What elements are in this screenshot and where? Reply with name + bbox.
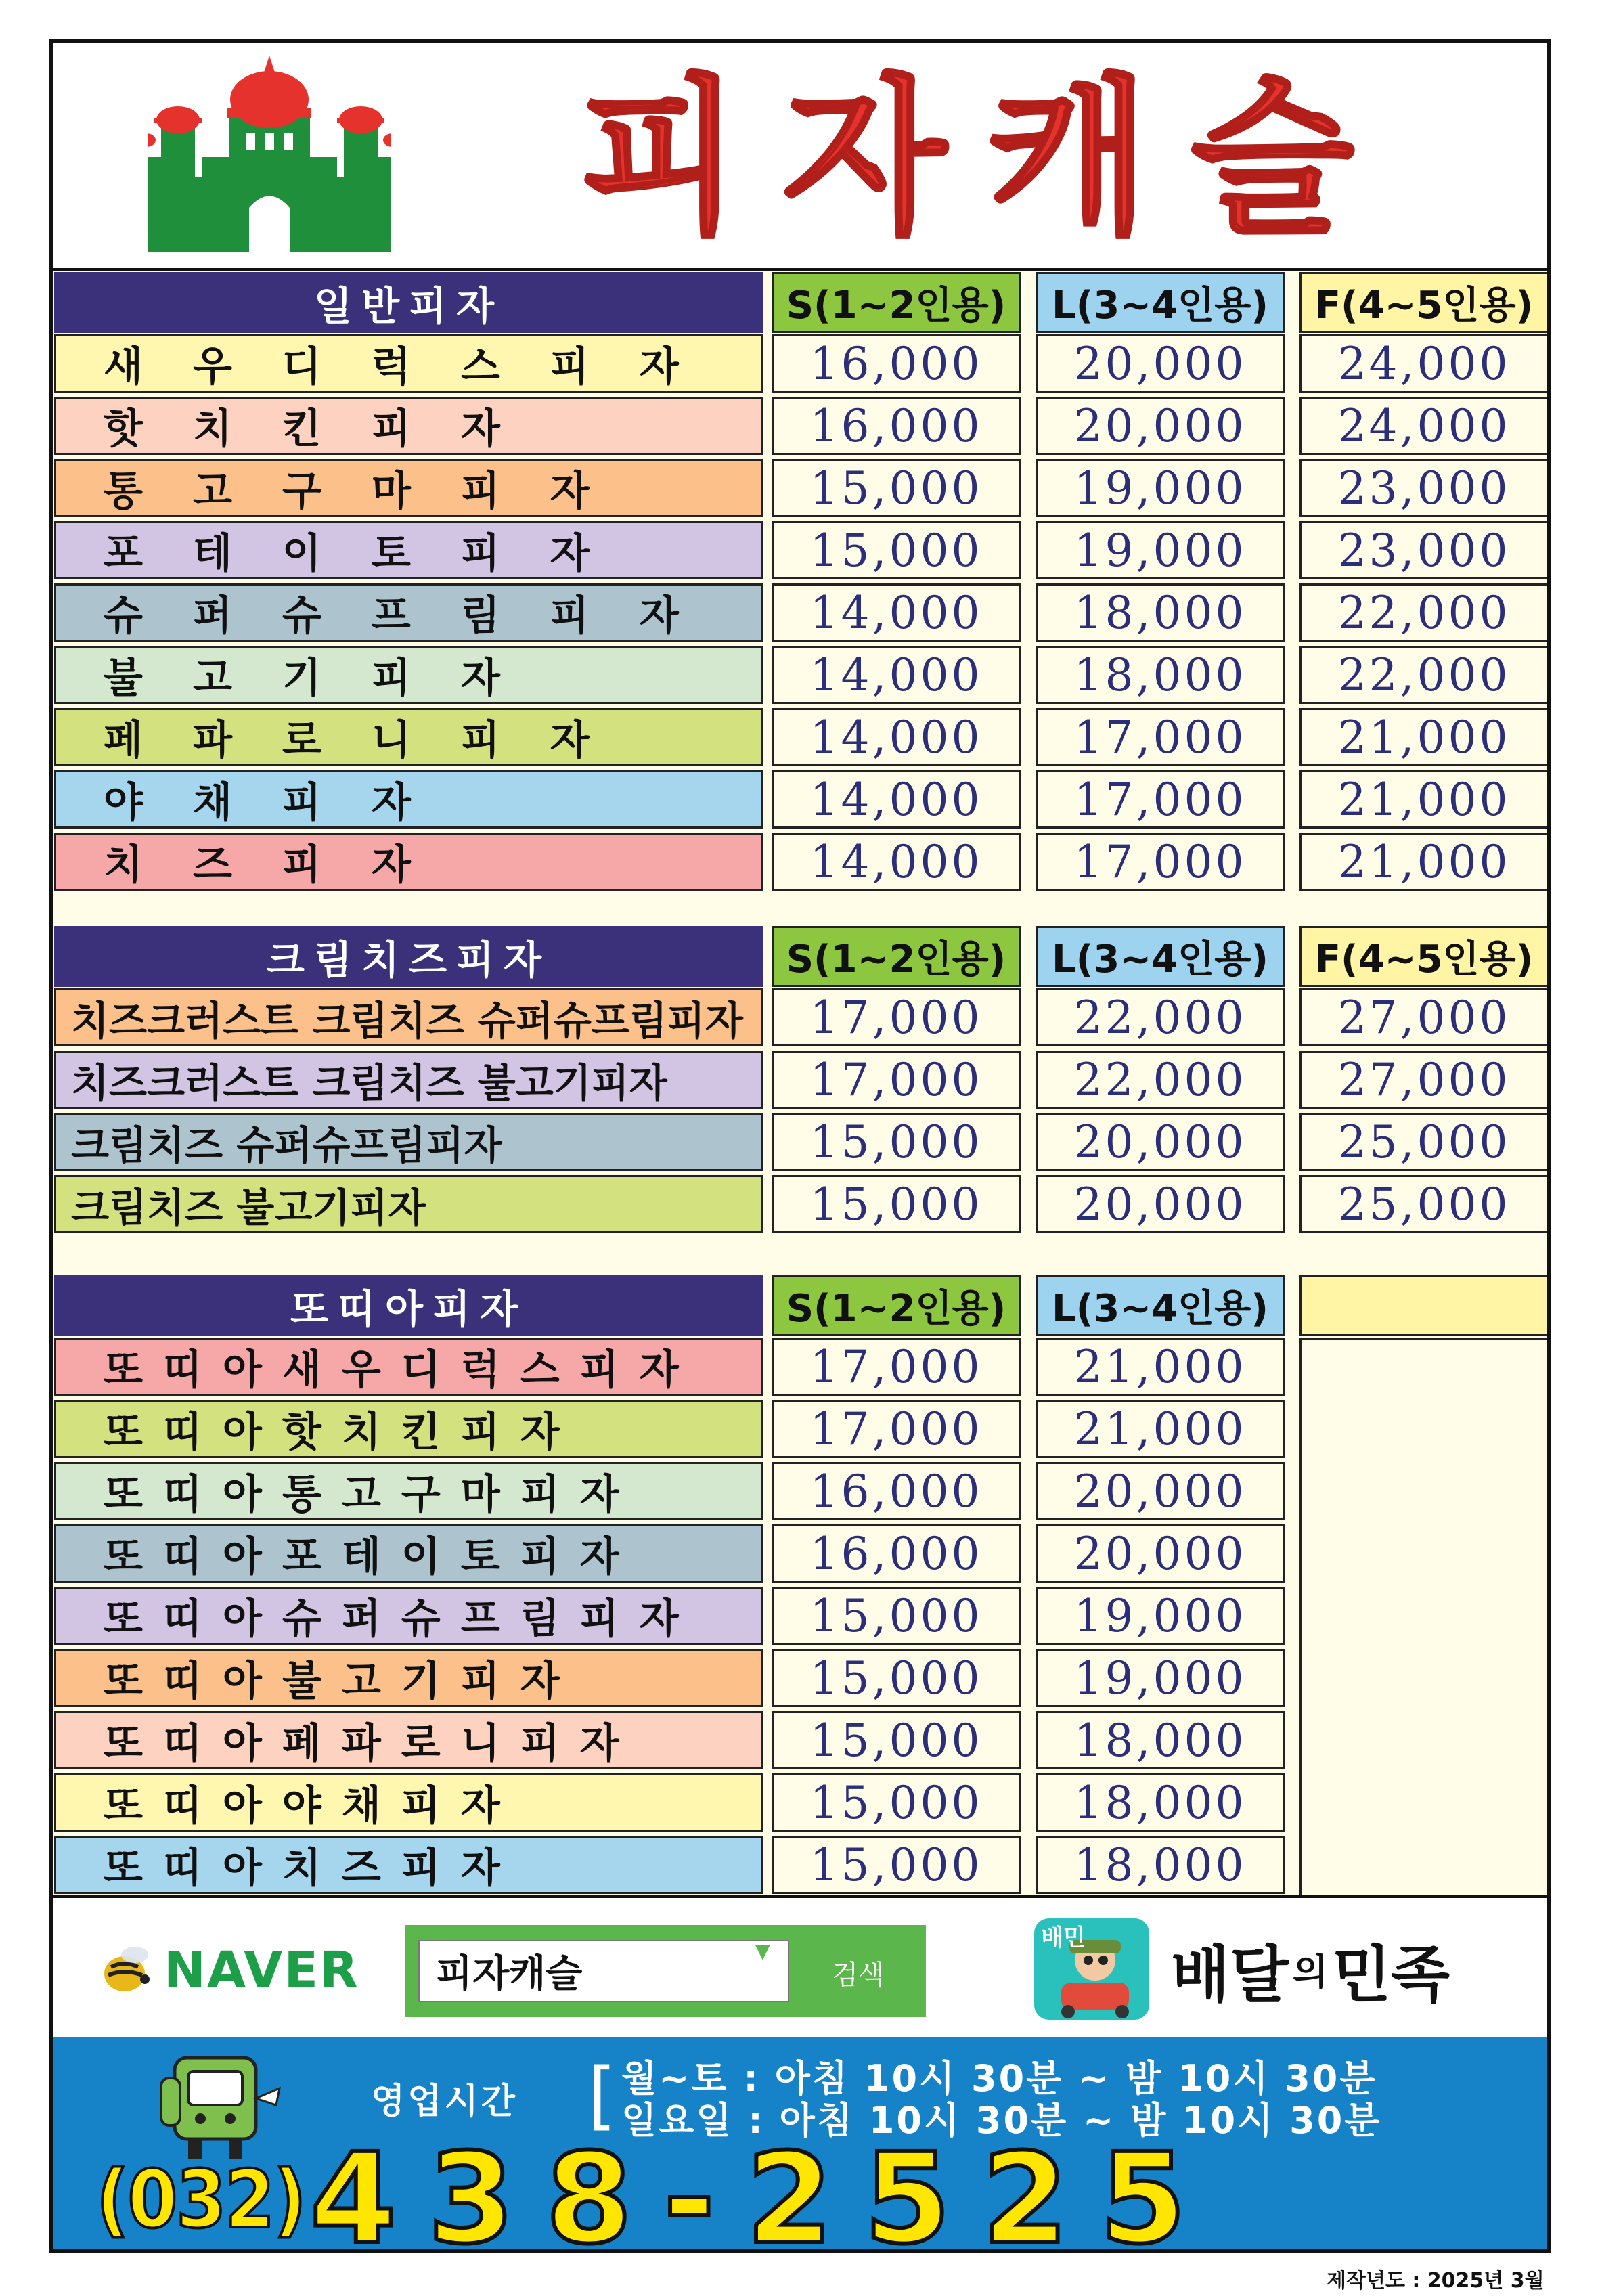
price-f: 23,000 bbox=[1299, 459, 1549, 517]
pizza-name-text: 슈퍼슈프림피자 bbox=[104, 592, 729, 640]
size-f-header-empty bbox=[1299, 1275, 1549, 1336]
category-title: 크림치즈피자 bbox=[54, 926, 763, 987]
pizza-name bbox=[54, 646, 763, 704]
hours-weekday: 월~토 : 아침 10시 30분 ~ 밤 10시 30분 bbox=[621, 2057, 1377, 2100]
hours-label: 영업시간 bbox=[371, 2081, 518, 2122]
price-l: 18,000 bbox=[1036, 646, 1285, 704]
empty-f-column bbox=[1299, 1338, 1549, 1899]
size-s-header: S(1~2인용) bbox=[772, 272, 1021, 333]
price-s: 15,000 bbox=[772, 1649, 1021, 1707]
baemin-icon-text: 배민 bbox=[1041, 1924, 1086, 1951]
menu-board bbox=[49, 39, 1551, 2253]
price-s: 15,000 bbox=[772, 1587, 1021, 1645]
pizza-name-text: 또띠아핫치킨피자 bbox=[104, 1409, 580, 1456]
price-f: 22,000 bbox=[1299, 583, 1549, 642]
price-f: 22,000 bbox=[1299, 646, 1549, 704]
price-l: 17,000 bbox=[1036, 770, 1285, 829]
baemin-word-small: 의 bbox=[1292, 1950, 1329, 1993]
price-l: 19,000 bbox=[1036, 521, 1285, 579]
menu-row bbox=[53, 1111, 1547, 1171]
size-f-header: F(4~5인용) bbox=[1299, 272, 1549, 333]
pizza-name bbox=[54, 1836, 763, 1894]
price-l: 20,000 bbox=[1036, 1524, 1285, 1583]
price-f: 25,000 bbox=[1299, 1113, 1549, 1171]
pizza-name-text: 또띠아야채피자 bbox=[104, 1782, 520, 1830]
pizza-name-text: 페파로니피자 bbox=[104, 717, 640, 764]
price-s: 14,000 bbox=[772, 770, 1021, 829]
price-s: 15,000 bbox=[772, 521, 1021, 579]
price-l: 19,000 bbox=[1036, 1649, 1285, 1707]
pizza-name bbox=[54, 1400, 763, 1458]
pizza-name bbox=[54, 1649, 763, 1707]
pizza-name-text: 또띠아포테이토피자 bbox=[104, 1533, 640, 1581]
phone-number[interactable]: 438-2525 bbox=[310, 2127, 1218, 2253]
pizza-name bbox=[54, 770, 763, 829]
section-header bbox=[53, 925, 1547, 987]
pizza-name bbox=[54, 1051, 763, 1109]
pizza-name bbox=[54, 1175, 763, 1233]
category-title: 일반피자 bbox=[54, 272, 763, 333]
section-header bbox=[53, 271, 1547, 333]
pizza-name bbox=[54, 1338, 763, 1396]
naver-wordmark: NAVER bbox=[164, 1941, 359, 2000]
pizza-name-text: 또띠아통고구마피자 bbox=[104, 1471, 640, 1518]
price-l: 18,000 bbox=[1036, 1711, 1285, 1769]
production-date: 제작년도 : 2025년 3월 bbox=[1327, 2269, 1545, 2293]
pizza-name bbox=[54, 833, 763, 891]
pizza-name bbox=[54, 334, 763, 393]
price-l: 21,000 bbox=[1036, 1338, 1285, 1396]
header bbox=[53, 43, 1547, 271]
pizza-name-text: 야채피자 bbox=[104, 779, 461, 826]
promo-band bbox=[53, 1895, 1547, 2037]
naver-logo bbox=[97, 1933, 382, 2008]
pizza-name-text: 치즈크러스트 크림치즈 슈퍼슈프림피자 bbox=[71, 998, 743, 1044]
menu-row bbox=[53, 769, 1547, 829]
size-f-header: F(4~5인용) bbox=[1299, 926, 1549, 987]
price-l: 19,000 bbox=[1036, 1587, 1285, 1645]
price-s: 15,000 bbox=[772, 1836, 1021, 1894]
price-f: 21,000 bbox=[1299, 833, 1549, 891]
menu-row bbox=[53, 707, 1547, 766]
pizza-name bbox=[54, 1711, 763, 1769]
price-l: 20,000 bbox=[1036, 1175, 1285, 1233]
price-f: 24,000 bbox=[1299, 334, 1549, 393]
pizza-name bbox=[54, 1773, 763, 1832]
menu-row bbox=[53, 644, 1547, 704]
menu-row bbox=[53, 582, 1547, 642]
search-input[interactable]: 피자캐슬 bbox=[418, 1940, 789, 2002]
price-l: 18,000 bbox=[1036, 1836, 1285, 1894]
pizza-name-text: 또띠아새우디럭스피자 bbox=[104, 1346, 699, 1394]
castle-logo-icon bbox=[148, 56, 391, 259]
pizza-name-text: 통고구마피자 bbox=[104, 468, 640, 515]
phone-area-code[interactable]: (032) bbox=[96, 2152, 305, 2246]
menu-row bbox=[53, 458, 1547, 517]
pizza-name bbox=[54, 1462, 763, 1520]
search-button[interactable]: 검색 bbox=[832, 1959, 885, 1991]
pizza-name-text: 또띠아치즈피자 bbox=[104, 1845, 520, 1892]
pizza-name bbox=[54, 1587, 763, 1645]
price-f: 24,000 bbox=[1299, 397, 1549, 455]
pizza-name bbox=[54, 988, 763, 1046]
price-l: 17,000 bbox=[1036, 708, 1285, 766]
pizza-name bbox=[54, 459, 763, 517]
hours-bracket: [ bbox=[587, 2052, 617, 2138]
price-l: 20,000 bbox=[1036, 1462, 1285, 1520]
price-s: 17,000 bbox=[772, 988, 1021, 1046]
price-f: 27,000 bbox=[1299, 988, 1549, 1046]
price-l: 19,000 bbox=[1036, 459, 1285, 517]
price-s: 16,000 bbox=[772, 397, 1021, 455]
pizza-name bbox=[54, 583, 763, 642]
menu-row bbox=[53, 987, 1547, 1046]
baemin-wordmark bbox=[1171, 1932, 1450, 2010]
price-s: 14,000 bbox=[772, 708, 1021, 766]
pizza-name bbox=[54, 521, 763, 579]
phone-mascot-icon bbox=[148, 2051, 283, 2166]
menu-row bbox=[53, 1174, 1547, 1233]
price-s: 15,000 bbox=[772, 1773, 1021, 1832]
naver-search-box bbox=[405, 1925, 926, 2017]
price-l: 18,000 bbox=[1036, 583, 1285, 642]
baemin-word-b: 민족 bbox=[1332, 1939, 1450, 2010]
baemin-word-a: 배달 bbox=[1171, 1939, 1289, 2010]
pizza-name-text: 크림치즈 슈퍼슈프림피자 bbox=[71, 1122, 502, 1168]
price-s: 15,000 bbox=[772, 1711, 1021, 1769]
pizza-name-text: 새우디럭스피자 bbox=[104, 343, 729, 391]
baemin-app-icon bbox=[1034, 1918, 1149, 2020]
pizza-name bbox=[54, 708, 763, 766]
price-f: 25,000 bbox=[1299, 1175, 1549, 1233]
price-s: 14,000 bbox=[772, 833, 1021, 891]
menu-row bbox=[53, 831, 1547, 891]
price-l: 22,000 bbox=[1036, 1051, 1285, 1109]
pizza-name-text: 불고기피자 bbox=[104, 655, 550, 702]
price-f: 21,000 bbox=[1299, 770, 1549, 829]
menu-row bbox=[53, 333, 1547, 393]
price-l: 20,000 bbox=[1036, 397, 1285, 455]
category-title: 또띠아피자 bbox=[54, 1275, 763, 1336]
price-f: 23,000 bbox=[1299, 521, 1549, 579]
size-l-header: L(3~4인용) bbox=[1036, 1275, 1285, 1336]
price-l: 22,000 bbox=[1036, 988, 1285, 1046]
menu-row bbox=[53, 1049, 1547, 1109]
pizza-name-text: 크림치즈 불고기피자 bbox=[71, 1185, 426, 1231]
price-l: 20,000 bbox=[1036, 334, 1285, 393]
pizza-name bbox=[54, 1113, 763, 1171]
size-l-header: L(3~4인용) bbox=[1036, 272, 1285, 333]
price-s: 17,000 bbox=[772, 1051, 1021, 1109]
price-s: 15,000 bbox=[772, 459, 1021, 517]
dropdown-arrow-icon: ▼ bbox=[755, 1940, 770, 1962]
pizza-name bbox=[54, 1524, 763, 1583]
size-s-header: S(1~2인용) bbox=[772, 1275, 1021, 1336]
price-f: 27,000 bbox=[1299, 1051, 1549, 1109]
bee-icon bbox=[97, 1940, 158, 2001]
price-s: 16,000 bbox=[772, 1462, 1021, 1520]
menu-row bbox=[53, 395, 1547, 455]
size-l-header: L(3~4인용) bbox=[1036, 926, 1285, 987]
size-s-header: S(1~2인용) bbox=[772, 926, 1021, 987]
price-s: 15,000 bbox=[772, 1113, 1021, 1171]
price-l: 17,000 bbox=[1036, 833, 1285, 891]
pizza-name-text: 치즈크러스트 크림치즈 불고기피자 bbox=[71, 1060, 667, 1106]
contact-footer bbox=[53, 2037, 1547, 2253]
section-header bbox=[53, 1274, 1547, 1336]
price-s: 14,000 bbox=[772, 583, 1021, 642]
pizza-name-text: 치즈피자 bbox=[104, 841, 461, 889]
menu-row bbox=[53, 520, 1547, 579]
price-s: 15,000 bbox=[772, 1175, 1021, 1233]
pizza-name bbox=[54, 397, 763, 455]
price-l: 18,000 bbox=[1036, 1773, 1285, 1832]
pizza-name-text: 또띠아페파로니피자 bbox=[104, 1720, 640, 1767]
pizza-name-text: 핫치킨피자 bbox=[104, 405, 550, 453]
hours-sunday: 일요일 : 아침 10시 30분 ~ 밤 10시 30분 bbox=[621, 2099, 1382, 2142]
price-l: 21,000 bbox=[1036, 1400, 1285, 1458]
price-s: 16,000 bbox=[772, 334, 1021, 393]
price-l: 20,000 bbox=[1036, 1113, 1285, 1171]
price-f: 21,000 bbox=[1299, 708, 1549, 766]
pizza-name-text: 또띠아불고기피자 bbox=[104, 1658, 580, 1705]
price-s: 17,000 bbox=[772, 1338, 1021, 1396]
pizza-name-text: 또띠아슈퍼슈프림피자 bbox=[104, 1595, 699, 1643]
brand-title: 피자캐슬 bbox=[579, 60, 1395, 257]
price-s: 14,000 bbox=[772, 646, 1021, 704]
price-s: 17,000 bbox=[772, 1400, 1021, 1458]
pizza-name-text: 포테이토피자 bbox=[104, 530, 640, 577]
price-s: 16,000 bbox=[772, 1524, 1021, 1583]
